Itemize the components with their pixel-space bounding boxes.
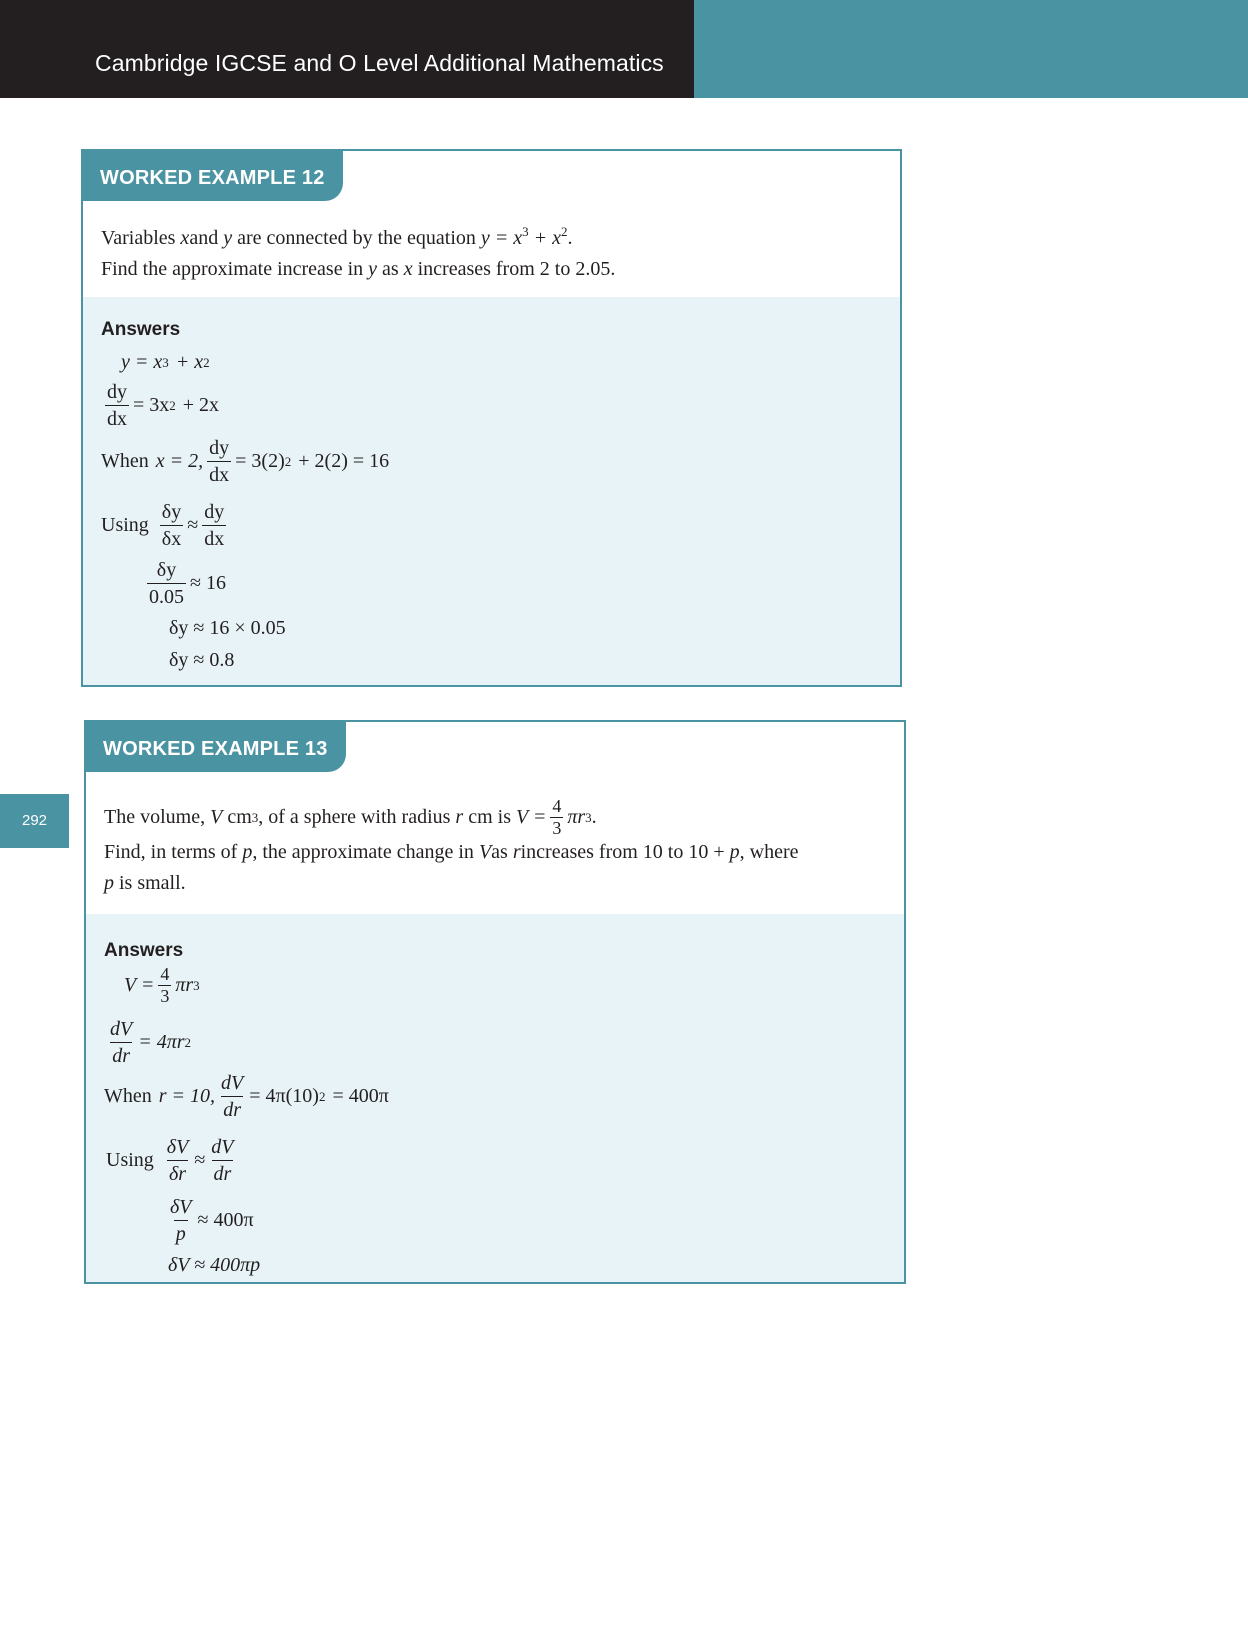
example-13-question xyxy=(104,798,884,899)
question-line-1: The volume, V cm 3 , of a sphere with radius r cm is V = $\frac{4}{3}$ πr 3 . xyxy=(104,796,597,838)
question-line-1: Variables xand y are connected by the equation $y = x^3 + x^2$. xyxy=(101,224,573,249)
example-13-answers xyxy=(86,914,904,1282)
answer-line-6: δV ≈ 400πp xyxy=(168,1254,261,1276)
answer-line-1: y = x 3 + x 2 xyxy=(121,351,210,373)
answer-line-5: $\frac{\delta V}{p}$ ≈ 400π xyxy=(170,1196,254,1245)
question-line-3: p is small. xyxy=(104,872,186,894)
answer-line-5: $\frac{\delta y}{0.05}$ ≈ 16 xyxy=(149,559,226,608)
question-line-2: Find the approximate increase in y as x increases from 2 to 2.05. xyxy=(101,258,616,280)
example-13-tab: WORKED EXAMPLE 13 xyxy=(86,722,346,772)
answer-line-4: Using $\frac{\delta V}{\delta r}$ ≈ $\frac{dV}{dr}$ xyxy=(106,1136,234,1185)
answer-line-3: When r = 10, $\frac{dV}{dr}$ = 4π(10) 2 = 400π xyxy=(104,1072,389,1121)
header-dark-band xyxy=(0,0,694,98)
answer-line-4: Using $\frac{\delta y}{\delta x}$ ≈ $\frac{dy}{dx}$ xyxy=(101,501,225,550)
answer-line-2: $\frac{dV}{dr}$ = 4πr 2 xyxy=(110,1018,192,1067)
page-number: 292 xyxy=(0,794,69,848)
example-12-question xyxy=(101,223,615,285)
answer-line-7: δy ≈ 0.8 xyxy=(169,649,235,671)
answer-line-3: When x = 2, $\frac{dy}{dx}$ = 3(2) 2 + 2(2) = 16 xyxy=(101,437,390,486)
answers-heading: Answers xyxy=(101,319,181,340)
question-line-2: Find, in terms of p, the approximate change in Vas rincreases from 10 to 10 + p, where xyxy=(104,841,799,863)
example-12-answers xyxy=(83,297,900,685)
worked-example-13 xyxy=(84,720,906,1284)
answer-line-6: δy ≈ 16 × 0.05 xyxy=(169,617,286,639)
answer-line-1: V = $\frac{4}{3}$ πr 3 xyxy=(124,964,200,1006)
worked-example-12 xyxy=(81,149,902,687)
example-12-tab: WORKED EXAMPLE 12 xyxy=(83,151,343,201)
answers-heading: Answers xyxy=(104,940,184,961)
header-teal-band xyxy=(694,0,1248,98)
book-title: Cambridge IGCSE and O Level Additional Mathematics xyxy=(95,50,664,76)
answer-line-2: $\frac{dy}{dx}$ = 3x 2 + 2x xyxy=(107,381,220,430)
